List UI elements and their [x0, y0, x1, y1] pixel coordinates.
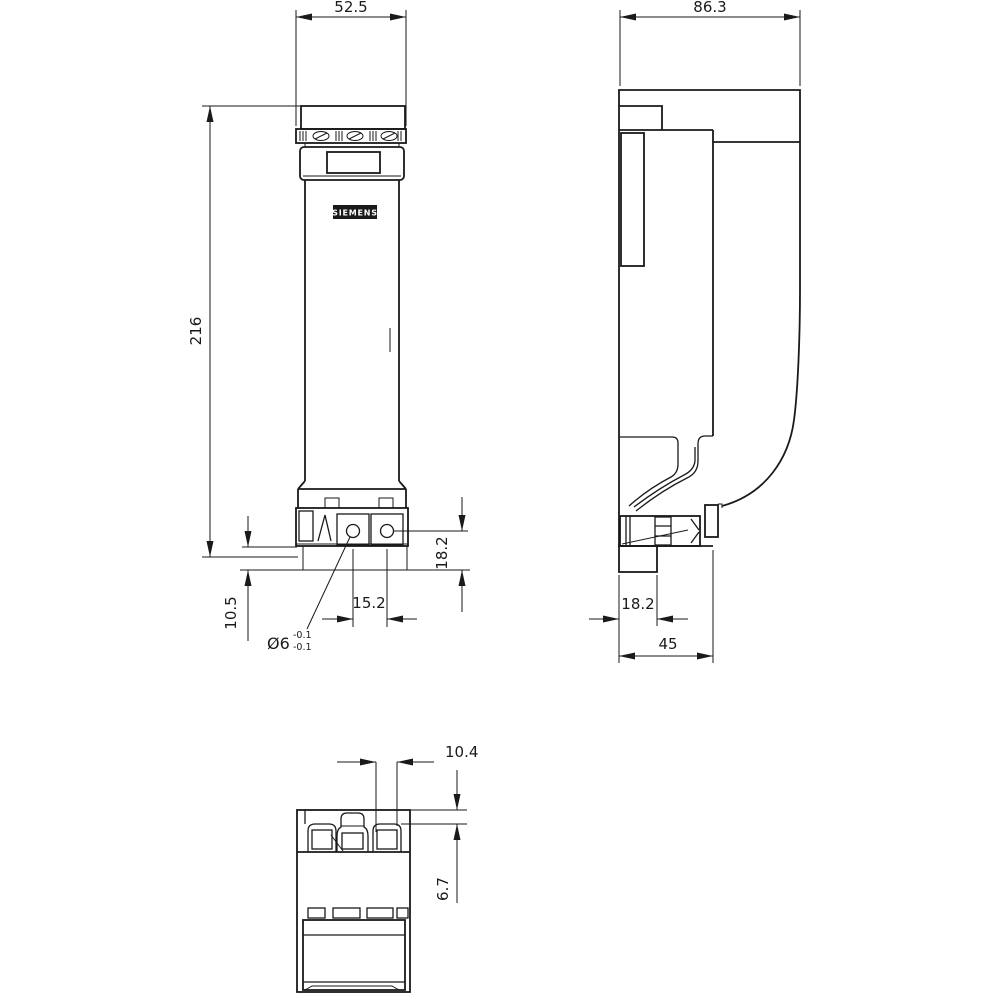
dim-arrow-icon [697, 653, 713, 660]
dim-front-terminal-offset [393, 497, 468, 612]
dim-arrow-icon [390, 14, 406, 21]
dim-lower-depth-label: 45 [658, 635, 678, 653]
dim-slot-depth-label: 6.7 [434, 877, 452, 901]
dim-arrow-icon [620, 14, 636, 21]
dim-arrow-icon [360, 759, 376, 766]
note-hole-diameter [267, 537, 350, 653]
dim-front-height-label: 216 [187, 316, 205, 346]
dim-arrow-icon [454, 794, 461, 810]
dim-arrow-icon [296, 14, 312, 21]
dim-arrow-icon [397, 759, 413, 766]
dim-arrow-icon [245, 570, 252, 586]
din-clip-curve [619, 437, 678, 506]
mounting-hole [381, 525, 394, 538]
leader-line [307, 537, 350, 629]
din-clip-curve [634, 447, 695, 507]
dim-arrow-icon [454, 824, 461, 840]
side-rail-foot [619, 546, 657, 572]
dim-arrow-icon [459, 570, 466, 586]
dim-front-foot-height [222, 516, 470, 641]
front-display-window [327, 152, 380, 173]
hole-tolerance-upper: -0.1 [293, 630, 312, 641]
clip-block [705, 505, 718, 537]
bottom-lower-panel [303, 920, 405, 990]
dim-foot-height-label: 10.5 [222, 596, 240, 630]
terminal-strip-hatch [300, 131, 401, 141]
clamp-wedge [318, 515, 331, 541]
side-steps [619, 106, 800, 436]
front-lower-flare [298, 481, 406, 508]
side-terminal-detail [655, 517, 671, 545]
side-rail-recess [621, 133, 644, 266]
bottom-view [297, 810, 410, 992]
dim-arrow-icon [245, 531, 252, 547]
front-view [296, 106, 408, 570]
terminal-housing [371, 514, 403, 545]
dim-arrow-icon [459, 515, 466, 531]
dim-rail-foot-label: 18.2 [621, 595, 655, 613]
dim-front-width-label: 52.5 [334, 0, 368, 16]
terminal-housing [337, 514, 369, 545]
dim-arrow-icon [784, 14, 800, 21]
dim-front-width [296, 0, 406, 126]
bottom-outline [297, 810, 410, 992]
hole-tolerance-lower: -0.1 [293, 642, 312, 653]
side-clamp-wedge [691, 519, 699, 543]
front-terminal-detail [299, 511, 313, 541]
dim-arrow-icon [207, 106, 214, 122]
terminal-pocket-opening [377, 830, 397, 849]
brand-logo-label: SIEMENS [332, 208, 378, 218]
dim-hole-pitch-label: 15.2 [352, 594, 386, 612]
dim-arrow-icon [337, 616, 353, 623]
dim-arrow-icon [619, 653, 635, 660]
dim-front-height [187, 106, 300, 557]
dim-slot-width-label: 10.4 [445, 743, 479, 761]
front-feet [303, 546, 407, 570]
hole-diameter-label: Ø6 [267, 634, 290, 653]
dim-arrow-icon [657, 616, 673, 623]
side-front-curve [722, 420, 794, 506]
terminal-pocket-opening [312, 830, 332, 849]
dim-arrow-icon [207, 541, 214, 557]
dim-front-hole-pitch [322, 549, 417, 627]
vent-slots [308, 908, 408, 918]
dim-terminal-offset-label: 18.2 [433, 536, 451, 570]
terminal-pocket-opening [342, 833, 363, 849]
side-view [619, 90, 800, 572]
dim-side-depth [620, 0, 800, 86]
front-top-block [301, 106, 405, 129]
dim-arrow-icon [387, 616, 403, 623]
dim-arrow-icon [603, 616, 619, 623]
side-outline [619, 90, 800, 547]
mounting-hole [347, 525, 360, 538]
dim-side-depth-label: 86.3 [693, 0, 727, 16]
front-body-sides [305, 180, 399, 481]
